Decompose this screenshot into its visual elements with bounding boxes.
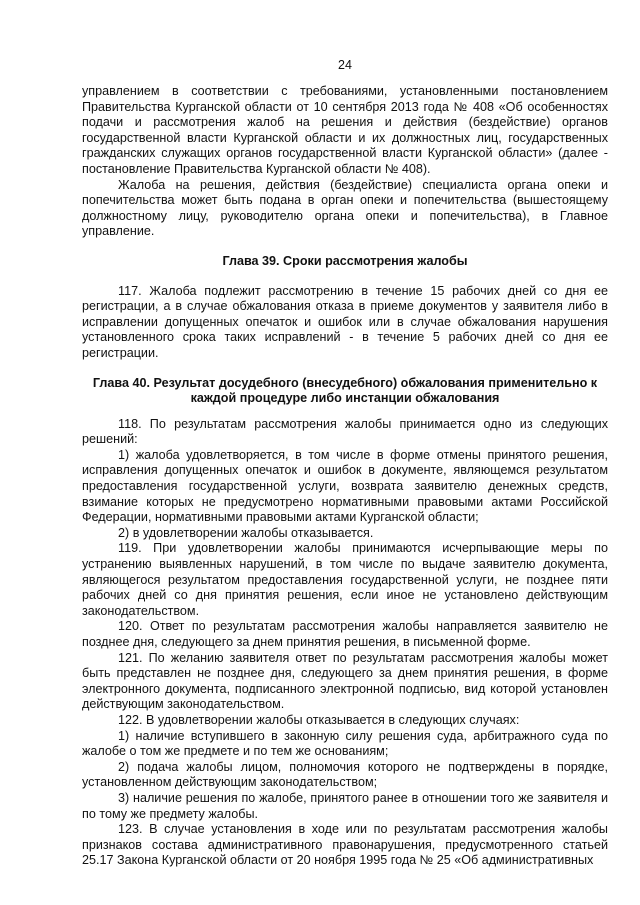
paragraph-122-item-2: 2) подача жалобы лицом, полномочия которого не подтверждены в порядке, установленном действующим законодательством; [82, 759, 608, 790]
paragraph-complaint-filing: Жалоба на решения, действия (бездействие) специалиста органа опеки и попечительства может быть подана в орган опеки и попечительства (вышестоящему должностному лицу, руководителю органа опеки и попечительства), в Главное управление. [82, 177, 608, 239]
document-body [82, 84, 608, 869]
paragraph-122-item-3: 3) наличие решения по жалобе, принятого ранее в отношении того же заявителя и по тому же предмету жалобы. [82, 790, 608, 821]
heading-chapter-40: Глава 40. Результат досудебного (внесудебного) обжалования применительно к каждой процедуре либо инстанции обжалования [92, 375, 598, 406]
paragraph-120: 120. Ответ по результатам рассмотрения жалобы направляется заявителю не позднее дня, следующего за днем принятия решения, в письменной форме. [82, 619, 608, 649]
paragraph-117: 117. Жалоба подлежит рассмотрению в течение 15 рабочих дней со дня ее регистрации, а в случае обжалования отказа в приеме документов у заявителя либо в исправлении допущенных опечаток и ошибок или в случае обжалования нарушения установленного срока таких исправлений - в течение 5 рабочих дней со дня ее регистрации. [82, 283, 608, 360]
paragraph-123: 123. В случае установления в ходе или по результатам рассмотрения жалобы признаков состава административного правонарушения, предусмотренного статьей 25.17 Закона Курганской области от 20 ноября 1995 года № 25 «Об административных [82, 822, 608, 868]
page-number: 24 [338, 58, 352, 72]
paragraph-122-item-1: 1) наличие вступившего в законную силу решения суда, арбитражного суда по жалобе о том же предмете и по тем же основаниям; [82, 728, 608, 759]
paragraph-118: 118. По результатам рассмотрения жалобы принимается одно из следующих решений: [82, 416, 608, 447]
heading-chapter-39: Глава 39. Сроки рассмотрения жалобы [222, 253, 468, 268]
paragraph-122: 122. В удовлетворении жалобы отказывается в следующих случаях: [118, 712, 520, 727]
paragraph-118-item-1: 1) жалоба удовлетворяется, в том числе в форме отмены принятого решения, исправления допущенных опечаток и ошибок в документе, являющемся результатом предоставления государственной услуги, возврата заявителю денежных средств, взимание которых не предусмотрено нормативными правовыми актами Российской Федерации, нормативными правовыми актами Курганской области; [82, 447, 608, 525]
paragraph-121: 121. По желанию заявителя ответ по результатам рассмотрения жалобы может быть представлен не позднее дня, следующего за днем принятия решения, в форме электронного документа, подписанного электронной подписью, вид которой установлен действующим законодательством. [82, 650, 608, 712]
paragraph-continuation: управлением в соответствии с требованиями, установленными постановлением Правительства Курганской области от 10 сентября 2013 года № 408 «Об особенностях подачи и рассмотрения жалоб на решения и действия (бездействие) органов государственной власти Курганской области и их должностных лиц, государственных гражданских служащих органов государственной власти Курганской области» (далее - постановление Правительства Курганской области № 408). [82, 84, 608, 176]
paragraph-119: 119. При удовлетворении жалобы принимаются исчерпывающие меры по устранению выявленных нарушений, в том числе по выдаче заявителю документа, являющегося результатом предоставления государственной услуги, не позднее пяти рабочих дней со дня принятия решения, если иное не установлено действующим законодательством. [82, 541, 608, 618]
paragraph-118-item-2: 2) в удовлетворении жалобы отказывается. [118, 525, 374, 540]
